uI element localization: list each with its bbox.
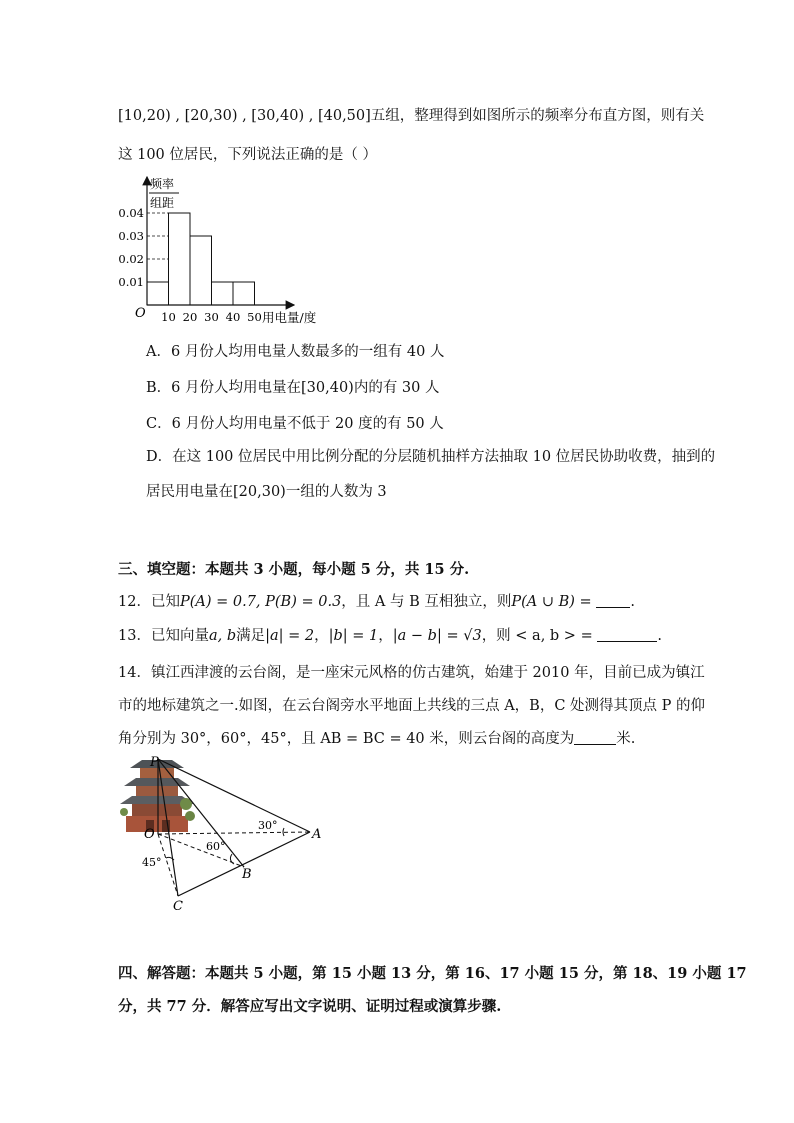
option-a: A．6 月份人均用电量人数最多的一组有 40 人 xyxy=(146,344,445,360)
q12-given: P(A) = 0.7, P(B) = 0.3 xyxy=(179,594,342,610)
option-b-pre: B．6 月份人均用电量在 xyxy=(146,380,301,396)
q12-prefix: 12．已知 xyxy=(118,594,180,610)
pavilion-figure xyxy=(118,754,328,914)
q13-cond-2: |b| = 1 xyxy=(328,628,379,644)
y-tick-label-0: 0.04 xyxy=(118,206,144,220)
x-tick-label-3: 40 xyxy=(225,310,241,324)
question-14-line-2: 市的地标建筑之一.如图，在云台阁旁水平地面上共线的三点 A，B，C 处测得其顶点 P 的仰 xyxy=(118,698,706,714)
option-d-pre: 居民用电量在 xyxy=(146,484,233,500)
option-d-line-1: D．在这 100 位居民中用比例分配的分层随机抽样方法抽取 10 位居民协助收费，抽到的 xyxy=(146,449,716,465)
q12-answer-blank[interactable] xyxy=(596,593,630,608)
option-b xyxy=(146,378,440,398)
question-14-line-1: 14．镇江西津渡的云台阁，是一座宋元风格的仿古建筑，始建于 2010 年，目前已成为镇江 xyxy=(118,665,705,681)
point-o-label: O xyxy=(144,827,155,842)
histogram-bar-1 xyxy=(169,213,191,305)
histogram-bar-3 xyxy=(212,282,234,305)
option-c: C．6 月份人均用电量不低于 20 度的有 50 人 xyxy=(146,416,444,432)
y-tick-label-2: 0.02 xyxy=(118,252,144,266)
x-axis-label: 用电量/度 xyxy=(262,310,317,325)
x-tick-label-4: 50 xyxy=(247,310,262,324)
intro-text: 五组，整理得到如图所示的频率分布直方图，则有关 xyxy=(370,108,705,124)
y-axis-label-bottom: 组距 xyxy=(150,196,175,210)
histogram-bar-2 xyxy=(190,236,212,305)
intro-line-2: 这 100 位居民，下列说法正确的是（ ） xyxy=(118,147,378,163)
question-12 xyxy=(118,592,635,612)
option-d-line-2 xyxy=(146,482,387,502)
option-d-interval: [20,30) xyxy=(233,484,286,500)
q13-end: . xyxy=(657,628,662,644)
q13-answer-blank[interactable] xyxy=(597,627,657,642)
q13-ask: ，则 < a, b > = xyxy=(481,628,593,644)
q13-cond-3: |a − b| = √3 xyxy=(392,628,482,644)
x-tick-label-1: 20 xyxy=(182,310,198,324)
q13-prefix: 13．已知向量 xyxy=(118,628,209,644)
option-b-post: 内的有 30 人 xyxy=(353,380,440,396)
intro-line-1 xyxy=(118,106,704,126)
point-a-label: A xyxy=(312,827,322,842)
option-b-interval: [30,40) xyxy=(301,380,354,396)
section-4-line-2: 分，共 77 分．解答应写出文字说明、证明过程或演算步骤. xyxy=(118,998,502,1015)
section-3-heading: 三、填空题：本题共 3 小题，每小题 5 分，共 15 分. xyxy=(118,561,470,578)
q13-cond-1: |a| = 2 xyxy=(265,628,315,644)
q13-mid: 满足 xyxy=(236,628,266,644)
q13-sep-1: ， xyxy=(314,628,329,644)
x-tick-label-2: 30 xyxy=(204,310,219,324)
x-tick-label-0: 10 xyxy=(161,310,176,324)
q12-end: . xyxy=(630,594,635,610)
angle-b-label: 60° xyxy=(206,840,226,853)
angle-c-label: 45° xyxy=(142,856,162,869)
histogram-bar-0 xyxy=(147,282,169,305)
point-p-label: P xyxy=(150,755,159,770)
question-13 xyxy=(118,626,662,646)
y-tick-label-3: 0.01 xyxy=(118,275,144,289)
y-tick-label-1: 0.03 xyxy=(118,229,144,243)
q13-vectors: a, b xyxy=(208,628,237,644)
origin-label: O xyxy=(135,306,146,321)
point-c-label: C xyxy=(173,899,183,914)
intro-intervals: [10,20) , [20,30) , [30,40) , [40,50] xyxy=(118,108,371,124)
angle-a-label: 30° xyxy=(258,819,278,832)
q13-sep-2: ， xyxy=(378,628,393,644)
q14-line-3-post: 米. xyxy=(616,731,636,747)
option-d-post: 一组的人数为 3 xyxy=(285,484,387,500)
q14-line-3-pre: 角分别为 30°，60°，45°，且 AB = BC = 40 米，则云台阁的高度为 xyxy=(118,731,575,747)
histogram-chart xyxy=(118,173,342,328)
point-b-label: B xyxy=(242,867,252,882)
section-4-line-1: 四、解答题：本题共 5 小题，第 15 小题 13 分，第 16、17 小题 15 分，第 18、19 小题 17 xyxy=(118,965,747,982)
histogram-bar-4 xyxy=(233,282,255,305)
q12-expr: P(A ∪ B) = xyxy=(511,594,592,610)
q14-answer-blank[interactable] xyxy=(574,730,616,745)
question-14-line-3 xyxy=(118,729,635,749)
q12-mid: ，且 A 与 B 互相独立，则 xyxy=(341,594,512,610)
y-axis-label-top: 频率 xyxy=(150,177,175,191)
